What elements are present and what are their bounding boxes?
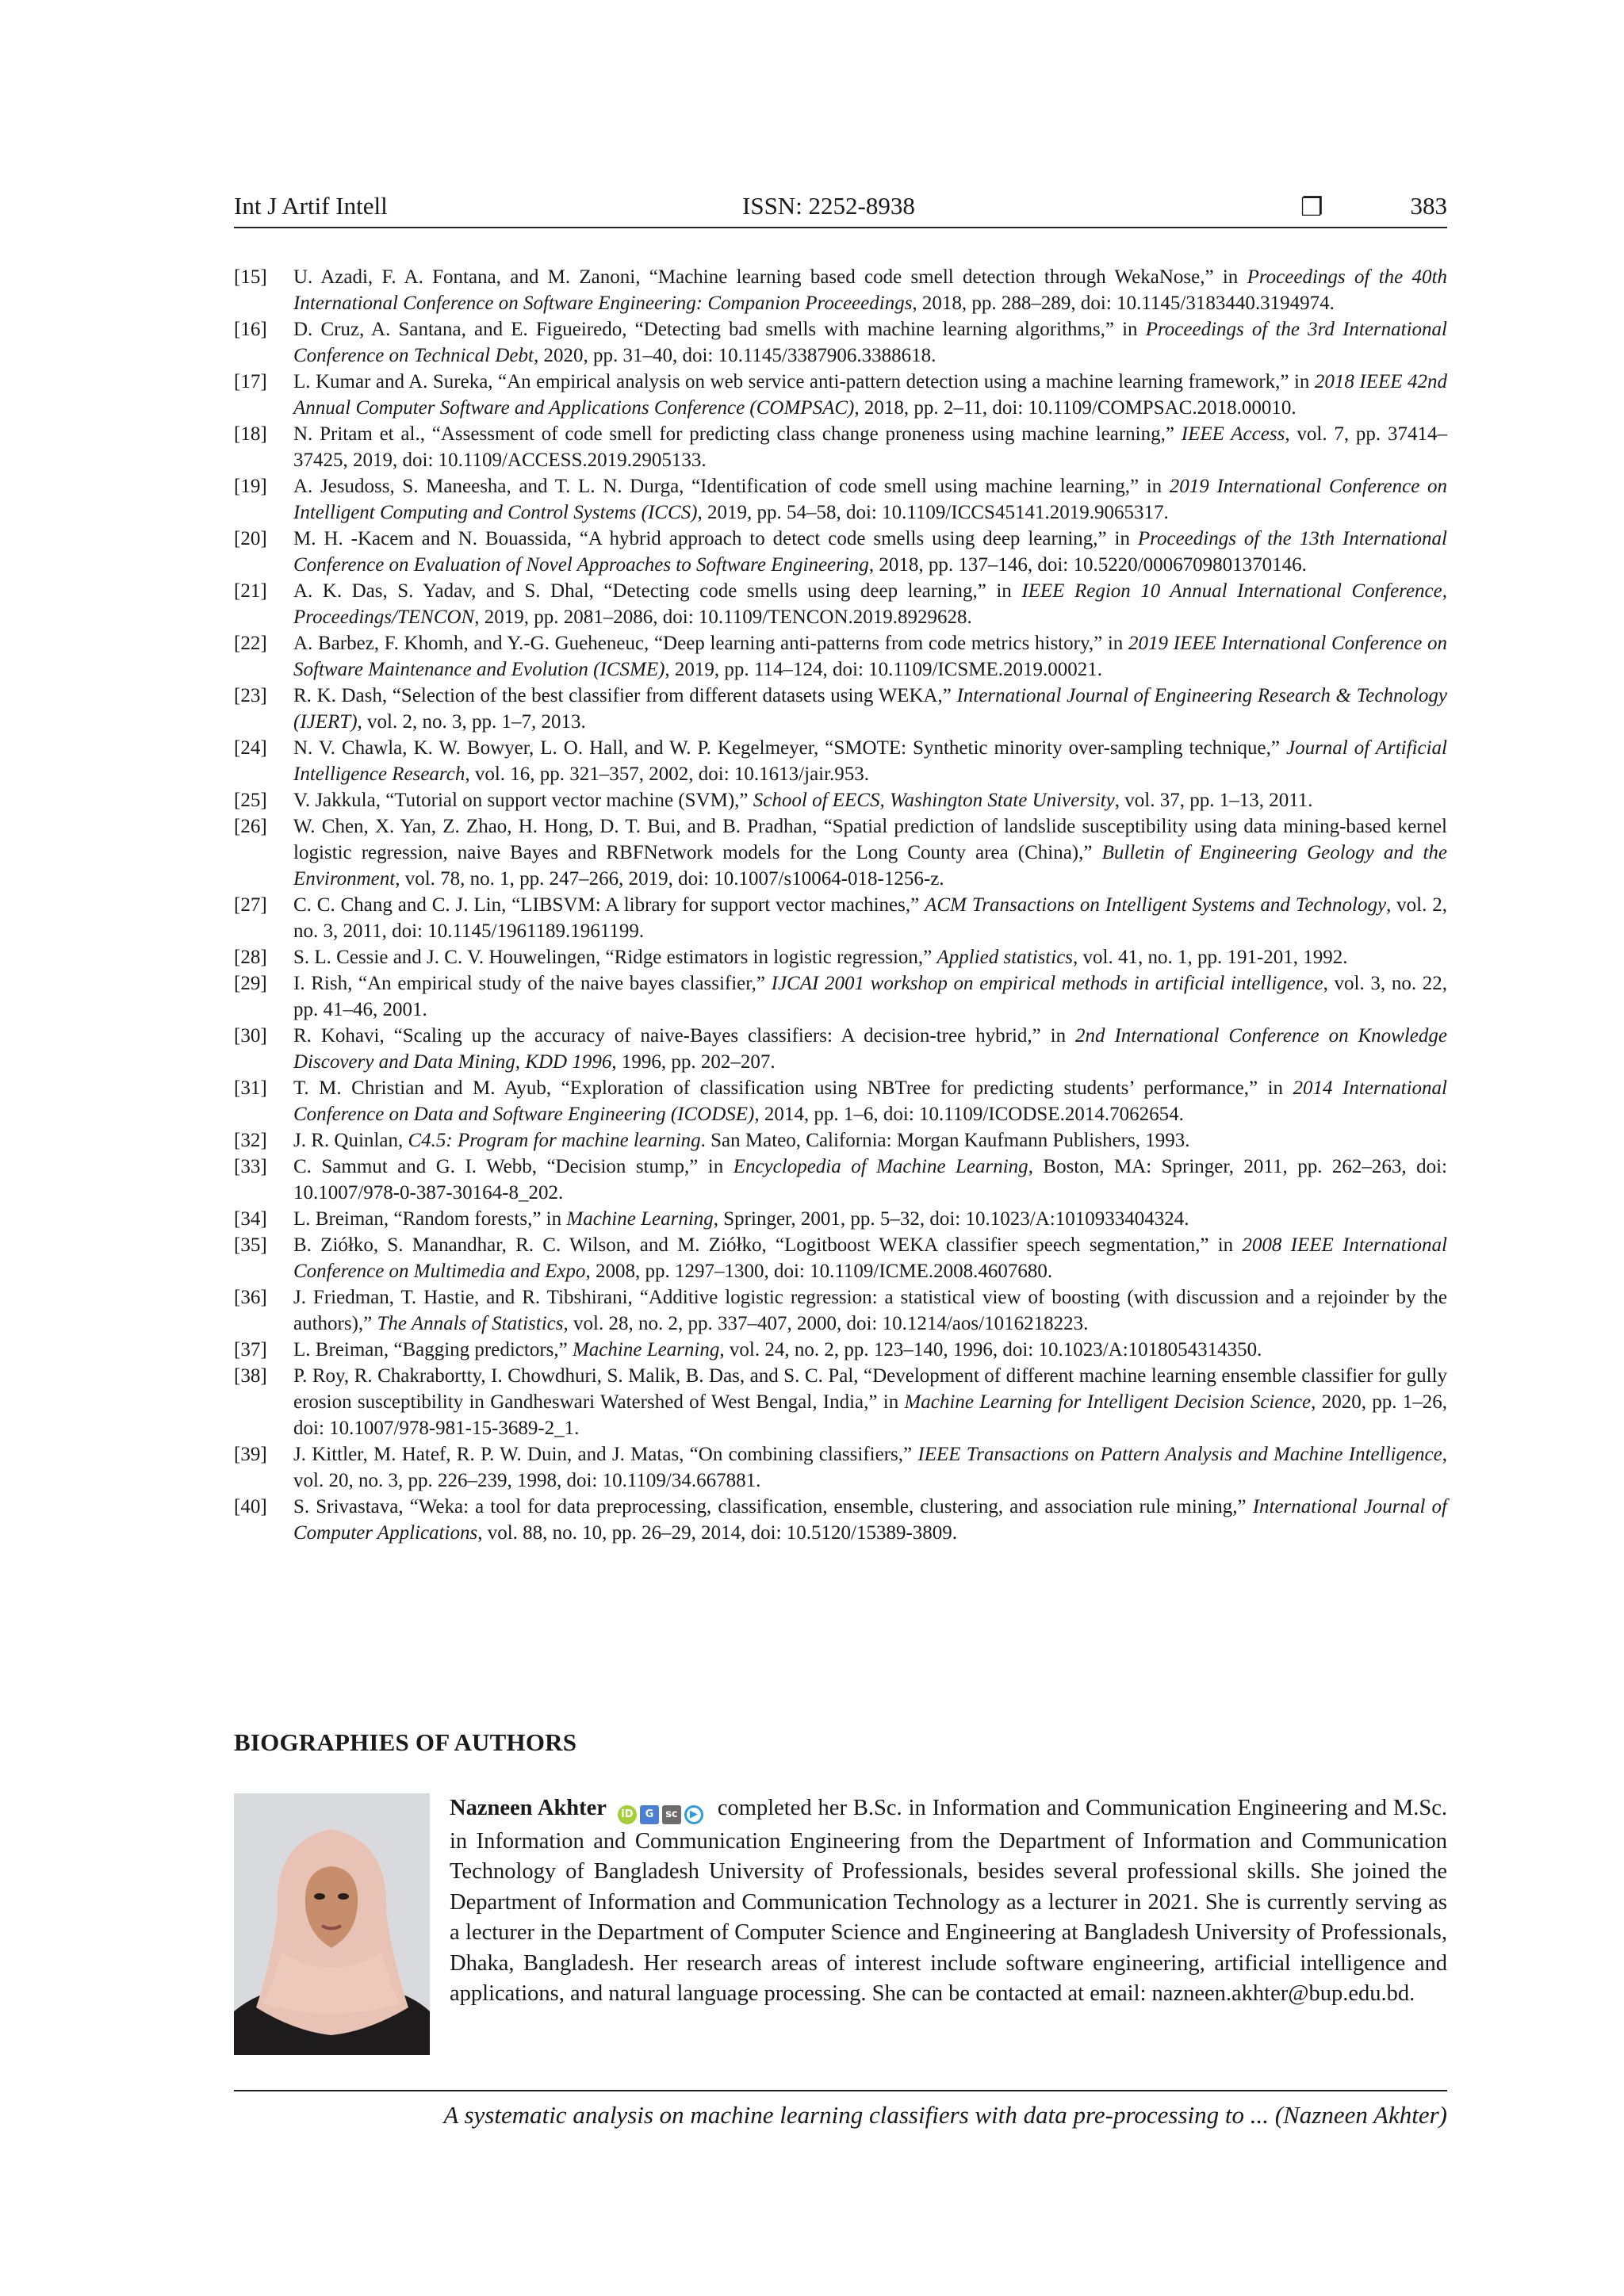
reference-details: , vol. 3, no. 22, pp. 41–46, 2001. <box>293 973 1448 1020</box>
reference-details: , vol. 20, no. 3, pp. 226–239, 1998, doi: 10.1109/34.667881. <box>293 1444 1448 1491</box>
page-number: 383 <box>1410 192 1447 220</box>
reference-item <box>234 787 1447 813</box>
reference-details: , 2020, pp. 1–26, doi: 10.1007/978-981-15-3689-2_1. <box>293 1391 1448 1439</box>
author-biography <box>450 1793 1447 2010</box>
reference-authors-title: D. Cruz, A. Santana, and E. Figueiredo, “Detecting bad smells with machine learning algorithms,” in <box>293 319 1146 340</box>
reference-number: [26] <box>234 816 267 837</box>
reference-details: , 2019, pp. 54–58, doi: 10.1109/ICCS45141.2019.9065317. <box>697 502 1169 523</box>
author-name: Nazneen Akhter <box>450 1796 607 1820</box>
reference-venue: C4.5: Program for machine learning <box>408 1130 701 1151</box>
reference-venue: Proceedings of the 13th International Conference on Evaluation of Novel Approaches to Software Engineering <box>293 528 1447 576</box>
reference-authors-title: R. K. Dash, “Selection of the best classifier from different datasets using WEKA,” <box>293 685 957 706</box>
reference-text <box>293 944 1447 970</box>
reference-authors-title: U. Azadi, F. A. Fontana, and M. Zanoni, “Machine learning based code smell detection through WekaNose,” in <box>293 266 1247 288</box>
reference-details: , vol. 88, no. 10, pp. 26–29, 2014, doi: 10.5120/15389-3809. <box>477 1522 958 1544</box>
reference-number: [28] <box>234 947 267 968</box>
reference-number: [33] <box>234 1156 267 1177</box>
reference-authors-title: C. Sammut and G. I. Webb, “Decision stump,” in <box>293 1156 733 1177</box>
orcid-icon[interactable]: iD <box>618 1805 637 1824</box>
reference-details: , vol. 16, pp. 321–357, 2002, doi: 10.1613/jair.953. <box>465 763 870 785</box>
reference-details: , 2018, pp. 137–146, doi: 10.5220/0006709801370146. <box>868 554 1307 576</box>
reference-details: , vol. 2, no. 3, 2011, doi: 10.1145/1961189.1961199. <box>293 894 1448 942</box>
reference-number: [31] <box>234 1077 267 1099</box>
reference-item <box>234 1284 1447 1337</box>
footer-rule <box>234 2090 1447 2091</box>
reference-venue: Journal of Artificial Intelligence Research <box>293 737 1447 785</box>
reference-text <box>293 1284 1447 1337</box>
reference-venue: Proceedings of the 3rd International Conference on Technical Debt <box>293 319 1448 366</box>
reference-item <box>234 473 1447 526</box>
reference-text <box>293 1232 1447 1284</box>
reference-item <box>234 1075 1447 1127</box>
reference-text <box>293 1206 1447 1232</box>
reference-item <box>234 1127 1447 1154</box>
reference-details: , vol. 7, pp. 37414–37425, 2019, doi: 10.1109/ACCESS.2019.2905133. <box>293 423 1447 471</box>
reference-venue: 2018 IEEE 42nd Annual Computer Software and Applications Conference (COMPSAC) <box>293 371 1447 419</box>
reference-details: , vol. 28, no. 2, pp. 337–407, 2000, doi: 10.1214/aos/1016218223. <box>563 1313 1089 1334</box>
reference-number: [29] <box>234 973 267 994</box>
reference-venue: International Journal of Engineering Research & Technology (IJERT) <box>293 685 1447 733</box>
reference-item <box>234 813 1447 892</box>
reference-number: [19] <box>234 476 267 497</box>
reference-number: [27] <box>234 894 267 916</box>
reference-item <box>234 1154 1447 1206</box>
reference-details: , vol. 41, no. 1, pp. 191-201, 1992. <box>1073 947 1348 968</box>
reference-venue: IJCAI 2001 workshop on empirical methods in artificial intelligence <box>771 973 1323 994</box>
reference-details: , Springer, 2001, pp. 5–32, doi: 10.1023/A:1010933404324. <box>713 1208 1189 1230</box>
reference-authors-title: B. Ziółko, S. Manandhar, R. C. Wilson, and M. Ziółko, “Logitboost WEKA classifier speech segmentation,” in <box>293 1234 1243 1256</box>
reference-authors-title: N. Pritam et al., “Assessment of code smell for predicting class change proneness using machine learning,” <box>293 423 1182 445</box>
reference-details: , Boston, MA: Springer, 2011, pp. 262–263, doi: 10.1007/978-0-387-30164-8_202. <box>293 1156 1447 1203</box>
reference-details: , vol. 78, no. 1, pp. 247–266, 2019, doi: 10.1007/s10064-018-1256-z. <box>395 868 944 890</box>
reference-authors-title: R. Kohavi, “Scaling up the accuracy of naive-Bayes classifiers: A decision-tree hybrid,” in <box>293 1025 1076 1047</box>
reference-venue: Applied statistics <box>936 947 1074 968</box>
reference-authors-title: I. Rish, “An empirical study of the naive bayes classifier,” <box>293 973 772 994</box>
reference-item <box>234 1232 1447 1284</box>
reference-number: [32] <box>234 1130 267 1151</box>
reference-number: [30] <box>234 1025 267 1047</box>
reference-text <box>293 1023 1447 1075</box>
reference-authors-title: T. M. Christian and M. Ayub, “Exploration of classification using NBTree for predicting students’ performance,” in <box>293 1077 1293 1099</box>
reference-details: , vol. 24, no. 2, pp. 123–140, 1996, doi: 10.1023/A:1018054314350. <box>719 1339 1262 1360</box>
reference-item <box>234 944 1447 970</box>
scopus-icon[interactable]: sc <box>662 1805 681 1824</box>
reference-text <box>293 1363 1447 1441</box>
reference-text <box>293 421 1447 473</box>
reference-details: , vol. 37, pp. 1–13, 2011. <box>1114 790 1313 811</box>
reference-number: [21] <box>234 580 267 602</box>
reference-venue: IEEE Transactions on Pattern Analysis and Machine Intelligence <box>917 1444 1442 1465</box>
reference-venue: Encyclopedia of Machine Learning <box>733 1156 1028 1177</box>
biographies-heading: BIOGRAPHIES OF AUTHORS <box>234 1728 577 1756</box>
reference-item <box>234 683 1447 735</box>
reference-venue: Machine Learning <box>572 1339 720 1360</box>
reference-text <box>293 1441 1447 1494</box>
reference-venue: IEEE Region 10 Annual International Conference, Proceedings/TENCON <box>293 580 1447 628</box>
reference-authors-title: V. Jakkula, “Tutorial on support vector machine (SVM),” <box>293 790 753 811</box>
reference-number: [18] <box>234 423 267 445</box>
reference-authors-title: P. Roy, R. Chakrabortty, I. Chowdhuri, S. Malik, B. Das, and S. C. Pal, “Development of different machine learning ensemble classifier for gully erosion susceptibility in Gandheswari Watershed of West Bengal, India,” in <box>293 1365 1447 1413</box>
reference-item <box>234 1337 1447 1363</box>
reference-authors-title: A. Barbez, F. Khomh, and Y.-G. Gueheneuc, “Deep learning anti-patterns from code metrics history,” in <box>293 633 1128 654</box>
reference-details: , vol. 2, no. 3, pp. 1–7, 2013. <box>357 711 586 733</box>
reference-venue: School of EECS, Washington State University <box>753 790 1115 811</box>
reference-authors-title: C. C. Chang and C. J. Lin, “LIBSVM: A library for support vector machines,” <box>293 894 925 916</box>
reference-number: [16] <box>234 319 267 340</box>
reference-venue: 2008 IEEE International Conference on Multimedia and Expo <box>293 1234 1448 1282</box>
reference-text <box>293 735 1447 787</box>
reference-authors-title: J. Friedman, T. Hastie, and R. Tibshirani, “Additive logistic regression: a statistical view of boosting (with discussion and a rejoinder by the authors),” <box>293 1287 1447 1334</box>
reference-number: [37] <box>234 1339 267 1360</box>
author-photo <box>234 1793 430 2055</box>
reference-text <box>293 970 1447 1023</box>
reference-details: , 2019, pp. 114–124, doi: 10.1109/ICSME.2019.00021. <box>665 659 1103 680</box>
reference-number: [20] <box>234 528 267 549</box>
reference-venue: Bulletin of Engineering Geology and the Environment <box>293 842 1448 890</box>
reference-details: . San Mateo, California: Morgan Kaufmann Publishers, 1993. <box>700 1130 1190 1151</box>
publons-icon[interactable]: ▶ <box>684 1805 703 1824</box>
author-photo-illustration <box>234 1793 430 2055</box>
reference-text <box>293 369 1447 421</box>
reference-item <box>234 735 1447 787</box>
reference-text <box>293 1494 1447 1546</box>
reference-details: , 2020, pp. 31–40, doi: 10.1145/3387906.3388618. <box>533 345 936 366</box>
reference-venue: The Annals of Statistics <box>377 1313 564 1334</box>
reference-number: [22] <box>234 633 267 654</box>
reference-text <box>293 1075 1447 1127</box>
reference-authors-title: L. Breiman, “Bagging predictors,” <box>293 1339 573 1360</box>
reference-authors-title: L. Breiman, “Random forests,” in <box>293 1208 567 1230</box>
reference-number: [17] <box>234 371 267 392</box>
reference-number: [15] <box>234 266 267 288</box>
reference-text <box>293 526 1447 578</box>
reference-text <box>293 892 1447 944</box>
reference-authors-title: A. K. Das, S. Yadav, and S. Dhal, “Detecting code smells using deep learning,” in <box>293 580 1022 602</box>
reference-venue: IEEE Access <box>1181 423 1285 445</box>
reference-text <box>293 1127 1447 1154</box>
reference-text <box>293 264 1447 316</box>
reference-venue: ACM Transactions on Intelligent Systems and Technology <box>925 894 1387 916</box>
reference-item <box>234 264 1447 316</box>
reference-number: [38] <box>234 1365 267 1387</box>
reference-text <box>293 316 1447 369</box>
author-bio-text: completed her B.Sc. in Information and Communication Engineering and M.Sc. in Information and Communication Engineering from the Department of Information and Communication Technology of Bangladesh University of Professionals, besides several professional skills. She joined the Department of Information and Communication Technology as a lecturer in 2021. She is currently serving as a lecturer in the Department of Computer Science and Engineering at Bangladesh University of Professionals, Dhaka, Bangladesh. Her research areas of interest include software engineering, artificial intelligence and applications, and natural language processing. She can be contacted at email: nazneen.akhter@bup.edu.bd. <box>450 1796 1448 2006</box>
reference-item <box>234 526 1447 578</box>
reference-item <box>234 1494 1447 1546</box>
reference-details: , 2018, pp. 288–289, doi: 10.1145/3183440.3194974. <box>912 293 1335 314</box>
google-scholar-icon[interactable]: G <box>640 1805 659 1824</box>
reference-text <box>293 1154 1447 1206</box>
reference-item <box>234 1363 1447 1441</box>
reference-item <box>234 316 1447 369</box>
reference-venue: Proceedings of the 40th International Conference on Software Engineering: Companion Proceeedings <box>293 266 1447 314</box>
reference-authors-title: J. Kittler, M. Hatef, R. P. W. Duin, and J. Matas, “On combining classifiers,” <box>293 1444 918 1465</box>
reference-number: [24] <box>234 737 267 759</box>
reference-item <box>234 1023 1447 1075</box>
reference-number: [39] <box>234 1444 267 1465</box>
reference-authors-title: M. H. -Kacem and N. Bouassida, “A hybrid approach to detect code smells using deep learning,” in <box>293 528 1138 549</box>
journal-name: Int J Artif Intell <box>234 192 388 220</box>
reference-authors-title: S. L. Cessie and J. C. V. Houwelingen, “Ridge estimators in logistic regression,” <box>293 947 937 968</box>
reference-number: [23] <box>234 685 267 706</box>
reference-item <box>234 1441 1447 1494</box>
reference-authors-title: J. R. Quinlan, <box>293 1130 408 1151</box>
reference-venue: Machine Learning <box>566 1208 714 1230</box>
reference-number: [40] <box>234 1496 267 1517</box>
reference-authors-title: L. Kumar and A. Sureka, “An empirical analysis on web service anti-pattern detection using a machine learning framework,” in <box>293 371 1315 392</box>
reference-authors-title: S. Srivastava, “Weka: a tool for data preprocessing, classification, ensemble, clustering, and association rule mining,” <box>293 1496 1253 1517</box>
reference-venue: Machine Learning for Intelligent Decision Science <box>904 1391 1312 1413</box>
reference-venue: 2019 International Conference on Intelligent Computing and Control Systems (ICCS) <box>293 476 1447 523</box>
page-header <box>234 190 1447 228</box>
reference-item <box>234 892 1447 944</box>
reference-authors-title: W. Chen, X. Yan, Z. Zhao, H. Hong, D. T. Bui, and B. Pradhan, “Spatial prediction of landslide susceptibility using data mining-based kernel logistic regression, naive Bayes and RBFNetwork models for the Long County area (China),” <box>293 816 1447 863</box>
reference-authors-title: N. V. Chawla, K. W. Bowyer, L. O. Hall, and W. P. Kegelmeyer, “SMOTE: Synthetic minority over-sampling technique,” <box>293 737 1286 759</box>
reference-item <box>234 421 1447 473</box>
reference-details: , 2019, pp. 2081–2086, doi: 10.1109/TENCON.2019.8929628. <box>474 607 972 628</box>
reference-item <box>234 578 1447 630</box>
reference-text <box>293 683 1447 735</box>
reference-venue: International Journal of Computer Applications <box>293 1496 1447 1544</box>
reference-text <box>293 787 1447 813</box>
reference-text <box>293 473 1447 526</box>
reference-details: , 1996, pp. 202–207. <box>611 1051 776 1073</box>
reference-number: [35] <box>234 1234 267 1256</box>
reference-text <box>293 1337 1447 1363</box>
profile-icons <box>618 1796 707 1827</box>
reference-venue: 2014 International Conference on Data and Software Engineering (ICODSE) <box>293 1077 1447 1125</box>
reference-details: , 2018, pp. 2–11, doi: 10.1109/COMPSAC.2018.00010. <box>854 397 1297 419</box>
reference-item <box>234 630 1447 683</box>
reference-list <box>234 264 1447 1546</box>
issn: ISSN: 2252-8938 <box>742 192 915 220</box>
reference-details: , 2008, pp. 1297–1300, doi: 10.1109/ICME.2008.4607680. <box>585 1261 1053 1282</box>
reference-venue: 2019 IEEE International Conference on Software Maintenance and Evolution (ICSME) <box>293 633 1447 680</box>
reference-text <box>293 813 1447 892</box>
reference-details: , 2014, pp. 1–6, doi: 10.1109/ICODSE.2014.7062654. <box>754 1104 1184 1125</box>
reference-number: [25] <box>234 790 267 811</box>
box-icon: ❐ <box>1300 193 1323 221</box>
reference-number: [34] <box>234 1208 267 1230</box>
reference-text <box>293 578 1447 630</box>
reference-item <box>234 369 1447 421</box>
reference-item <box>234 970 1447 1023</box>
running-title: A systematic analysis on machine learning classifiers with data pre-processing to ... (Nazneen Akhter) <box>443 2101 1447 2129</box>
reference-text <box>293 630 1447 683</box>
reference-authors-title: A. Jesudoss, S. Maneesha, and T. L. N. Durga, “Identification of code smell using machine learning,” in <box>293 476 1170 497</box>
reference-venue: 2nd International Conference on Knowledge Discovery and Data Mining, KDD 1996 <box>293 1025 1447 1073</box>
reference-item <box>234 1206 1447 1232</box>
reference-number: [36] <box>234 1287 267 1308</box>
